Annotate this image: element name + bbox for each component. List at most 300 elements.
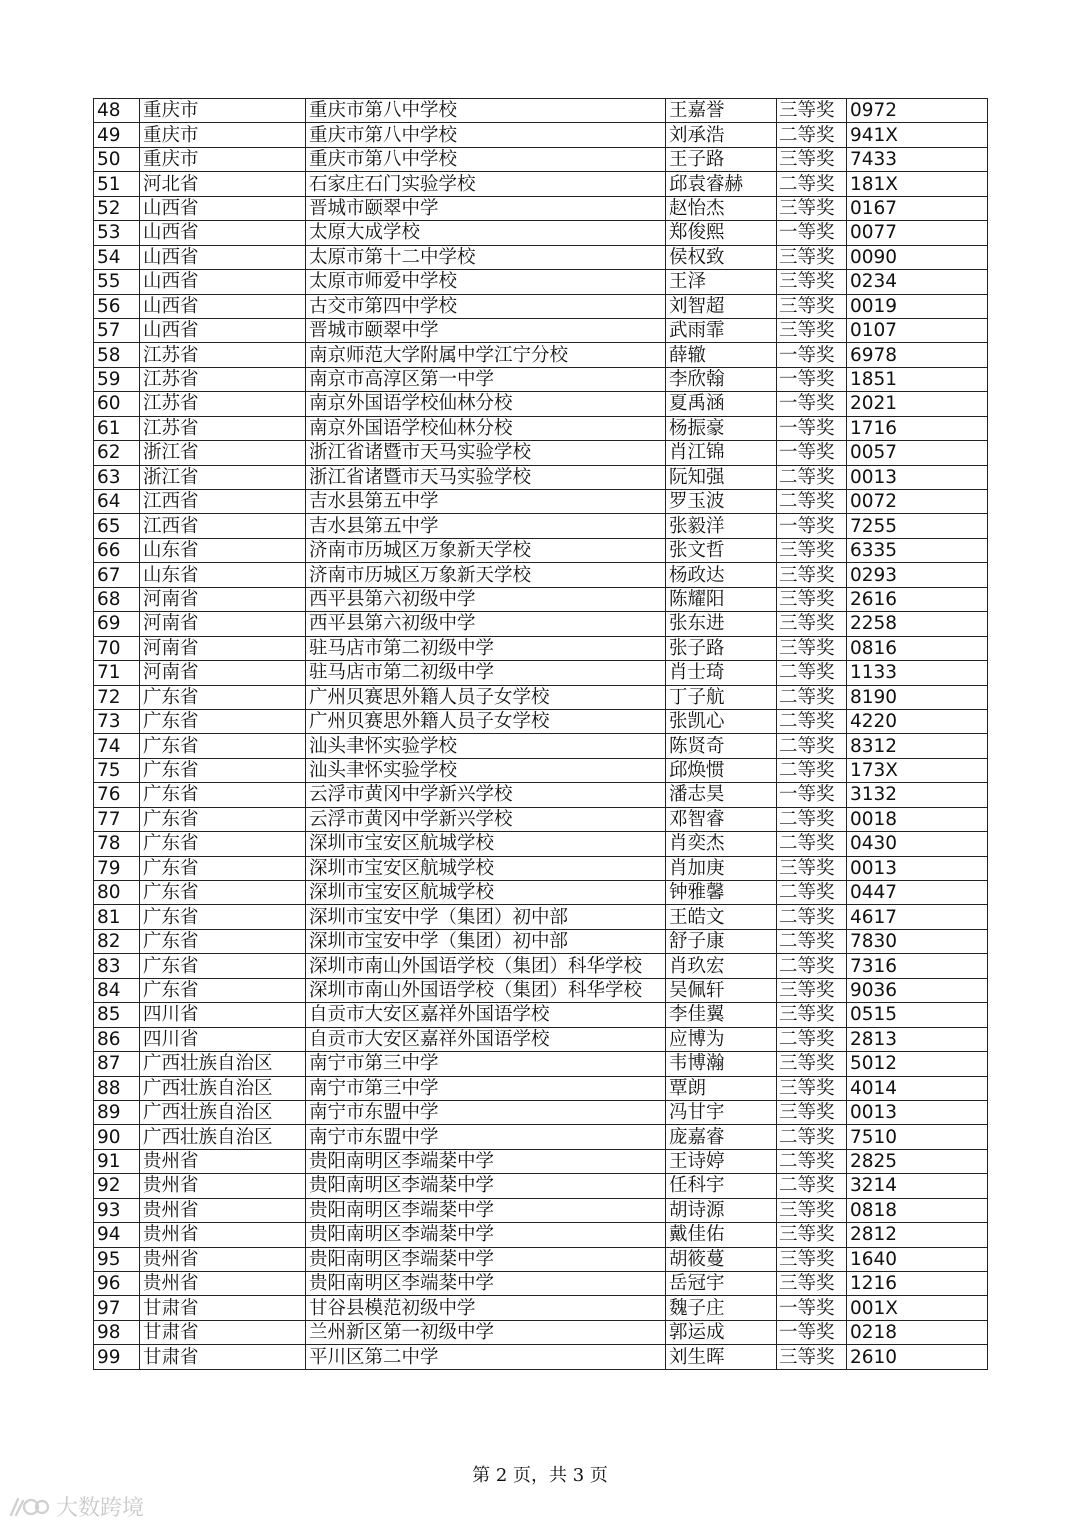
school-cell: 广州贝赛思外籍人员子女学校	[306, 685, 666, 709]
student-name-cell: 舒子康	[666, 929, 777, 953]
province-cell: 河南省	[140, 661, 306, 685]
school-cell: 云浮市黄冈中学新兴学校	[306, 783, 666, 807]
row-number-cell: 49	[94, 123, 140, 147]
school-cell: 重庆市第八中学校	[306, 147, 666, 171]
school-cell: 深圳市宝安区航城学校	[306, 881, 666, 905]
table-row	[94, 1223, 988, 1247]
id-suffix-cell: 0447	[847, 881, 988, 905]
province-cell: 广西壮族自治区	[140, 1100, 306, 1124]
student-name-cell: 肖奕杰	[666, 832, 777, 856]
school-cell: 汕头聿怀实验学校	[306, 758, 666, 782]
table-row	[94, 709, 988, 733]
award-level-cell: 一等奖	[777, 1296, 847, 1320]
row-number-cell: 65	[94, 514, 140, 538]
school-cell: 晋城市颐翠中学	[306, 196, 666, 220]
student-name-cell: 陈贤奇	[666, 734, 777, 758]
school-cell: 南京市高淳区第一中学	[306, 367, 666, 391]
id-suffix-cell: 1133	[847, 661, 988, 685]
province-cell: 广东省	[140, 905, 306, 929]
row-number-cell: 95	[94, 1247, 140, 1271]
award-level-cell: 二等奖	[777, 881, 847, 905]
school-cell: 贵阳南明区李端棻中学	[306, 1272, 666, 1296]
table-row	[94, 221, 988, 245]
row-number-cell: 82	[94, 929, 140, 953]
id-suffix-cell: 0818	[847, 1198, 988, 1222]
award-level-cell: 三等奖	[777, 1272, 847, 1296]
table-row	[94, 954, 988, 978]
student-name-cell: 肖玖宏	[666, 954, 777, 978]
school-cell: 广州贝赛思外籍人员子女学校	[306, 709, 666, 733]
table-row	[94, 1100, 988, 1124]
id-suffix-cell: 0515	[847, 1003, 988, 1027]
row-number-cell: 74	[94, 734, 140, 758]
province-cell: 甘肃省	[140, 1320, 306, 1344]
province-cell: 江苏省	[140, 392, 306, 416]
school-cell: 济南市历城区万象新天学校	[306, 538, 666, 562]
student-name-cell: 李欣翰	[666, 367, 777, 391]
table-row	[94, 465, 988, 489]
row-number-cell: 48	[94, 99, 140, 123]
id-suffix-cell: 4014	[847, 1076, 988, 1100]
school-cell: 自贡市大安区嘉祥外国语学校	[306, 1003, 666, 1027]
province-cell: 山东省	[140, 563, 306, 587]
row-number-cell: 52	[94, 196, 140, 220]
row-number-cell: 50	[94, 147, 140, 171]
table-row	[94, 685, 988, 709]
table-row	[94, 661, 988, 685]
school-cell: 南京外国语学校仙林分校	[306, 416, 666, 440]
province-cell: 贵州省	[140, 1174, 306, 1198]
id-suffix-cell: 7830	[847, 929, 988, 953]
table-row	[94, 734, 988, 758]
row-number-cell: 61	[94, 416, 140, 440]
student-name-cell: 王诗婷	[666, 1149, 777, 1173]
row-number-cell: 66	[94, 538, 140, 562]
award-level-cell: 一等奖	[777, 392, 847, 416]
province-cell: 山西省	[140, 245, 306, 269]
row-number-cell: 85	[94, 1003, 140, 1027]
table-row	[94, 196, 988, 220]
id-suffix-cell: 0077	[847, 221, 988, 245]
province-cell: 广东省	[140, 709, 306, 733]
row-number-cell: 71	[94, 661, 140, 685]
row-number-cell: 96	[94, 1272, 140, 1296]
id-suffix-cell: 0107	[847, 318, 988, 342]
id-suffix-cell: 4617	[847, 905, 988, 929]
school-cell: 吉水县第五中学	[306, 490, 666, 514]
school-cell: 南宁市第三中学	[306, 1052, 666, 1076]
student-name-cell: 冯甘宇	[666, 1100, 777, 1124]
student-name-cell: 戴佳佑	[666, 1223, 777, 1247]
table-row	[94, 99, 988, 123]
province-cell: 四川省	[140, 1027, 306, 1051]
province-cell: 山东省	[140, 538, 306, 562]
school-cell: 太原大成学校	[306, 221, 666, 245]
province-cell: 甘肃省	[140, 1296, 306, 1320]
table-row	[94, 1125, 988, 1149]
table-row	[94, 343, 988, 367]
id-suffix-cell: 941X	[847, 123, 988, 147]
school-cell: 自贡市大安区嘉祥外国语学校	[306, 1027, 666, 1051]
id-suffix-cell: 2258	[847, 612, 988, 636]
id-suffix-cell: 0057	[847, 441, 988, 465]
id-suffix-cell: 6335	[847, 538, 988, 562]
table-row	[94, 1247, 988, 1271]
row-number-cell: 58	[94, 343, 140, 367]
id-suffix-cell: 0013	[847, 1100, 988, 1124]
row-number-cell: 75	[94, 758, 140, 782]
id-suffix-cell: 2021	[847, 392, 988, 416]
school-cell: 石家庄石门实验学校	[306, 172, 666, 196]
page-footer	[0, 1461, 1080, 1487]
table-row	[94, 636, 988, 660]
award-level-cell: 一等奖	[777, 221, 847, 245]
id-suffix-cell: 0218	[847, 1320, 988, 1344]
school-cell: 深圳市南山外国语学校（集团）科华学校	[306, 978, 666, 1002]
table-row	[94, 612, 988, 636]
student-name-cell: 庞嘉睿	[666, 1125, 777, 1149]
award-level-cell: 三等奖	[777, 978, 847, 1002]
id-suffix-cell: 8190	[847, 685, 988, 709]
student-name-cell: 夏禹涵	[666, 392, 777, 416]
table-row	[94, 1174, 988, 1198]
school-cell: 贵阳南明区李端棻中学	[306, 1174, 666, 1198]
province-cell: 广东省	[140, 734, 306, 758]
school-cell: 贵阳南明区李端棻中学	[306, 1149, 666, 1173]
school-cell: 南宁市第三中学	[306, 1076, 666, 1100]
province-cell: 山西省	[140, 270, 306, 294]
row-number-cell: 67	[94, 563, 140, 587]
row-number-cell: 99	[94, 1345, 140, 1369]
student-name-cell: 郭运成	[666, 1320, 777, 1344]
table-row	[94, 1076, 988, 1100]
table-row	[94, 881, 988, 905]
awards-table	[93, 98, 988, 1370]
award-level-cell: 二等奖	[777, 490, 847, 514]
row-number-cell: 56	[94, 294, 140, 318]
table-row	[94, 441, 988, 465]
student-name-cell: 魏子庄	[666, 1296, 777, 1320]
table-row	[94, 123, 988, 147]
school-cell: 晋城市颐翠中学	[306, 318, 666, 342]
province-cell: 浙江省	[140, 441, 306, 465]
province-cell: 甘肃省	[140, 1345, 306, 1369]
table-row	[94, 147, 988, 171]
award-level-cell: 三等奖	[777, 245, 847, 269]
award-level-cell: 一等奖	[777, 343, 847, 367]
province-cell: 江苏省	[140, 343, 306, 367]
id-suffix-cell: 181X	[847, 172, 988, 196]
province-cell: 浙江省	[140, 465, 306, 489]
school-cell: 深圳市宝安中学（集团）初中部	[306, 905, 666, 929]
school-cell: 甘谷县模范初级中学	[306, 1296, 666, 1320]
row-number-cell: 62	[94, 441, 140, 465]
school-cell: 贵阳南明区李端棻中学	[306, 1198, 666, 1222]
student-name-cell: 杨政达	[666, 563, 777, 587]
row-number-cell: 86	[94, 1027, 140, 1051]
student-name-cell: 张文哲	[666, 538, 777, 562]
id-suffix-cell: 8312	[847, 734, 988, 758]
award-level-cell: 二等奖	[777, 661, 847, 685]
school-cell: 云浮市黄冈中学新兴学校	[306, 807, 666, 831]
province-cell: 河南省	[140, 587, 306, 611]
id-suffix-cell: 5012	[847, 1052, 988, 1076]
table-row	[94, 1320, 988, 1344]
province-cell: 河南省	[140, 612, 306, 636]
awards-table-body	[94, 99, 988, 1370]
id-suffix-cell: 6978	[847, 343, 988, 367]
school-cell: 西平县第六初级中学	[306, 612, 666, 636]
id-suffix-cell: 0234	[847, 270, 988, 294]
row-number-cell: 88	[94, 1076, 140, 1100]
award-level-cell: 二等奖	[777, 1174, 847, 1198]
award-level-cell: 二等奖	[777, 807, 847, 831]
student-name-cell: 肖江锦	[666, 441, 777, 465]
row-number-cell: 92	[94, 1174, 140, 1198]
award-level-cell: 二等奖	[777, 954, 847, 978]
row-number-cell: 69	[94, 612, 140, 636]
table-row	[94, 1345, 988, 1369]
award-level-cell: 三等奖	[777, 318, 847, 342]
award-level-cell: 三等奖	[777, 196, 847, 220]
student-name-cell: 刘生晖	[666, 1345, 777, 1369]
watermark	[8, 1491, 144, 1522]
province-cell: 贵州省	[140, 1198, 306, 1222]
student-name-cell: 武雨霏	[666, 318, 777, 342]
table-row	[94, 245, 988, 269]
award-level-cell: 一等奖	[777, 367, 847, 391]
province-cell: 贵州省	[140, 1272, 306, 1296]
award-level-cell: 三等奖	[777, 1345, 847, 1369]
id-suffix-cell: 7433	[847, 147, 988, 171]
id-suffix-cell: 7510	[847, 1125, 988, 1149]
school-cell: 贵阳南明区李端棻中学	[306, 1247, 666, 1271]
province-cell: 重庆市	[140, 123, 306, 147]
table-row	[94, 1296, 988, 1320]
province-cell: 河北省	[140, 172, 306, 196]
province-cell: 广东省	[140, 758, 306, 782]
student-name-cell: 岳冠宇	[666, 1272, 777, 1296]
row-number-cell: 80	[94, 881, 140, 905]
award-level-cell: 三等奖	[777, 1223, 847, 1247]
award-level-cell: 一等奖	[777, 514, 847, 538]
school-cell: 贵阳南明区李端棻中学	[306, 1223, 666, 1247]
row-number-cell: 60	[94, 392, 140, 416]
award-level-cell: 二等奖	[777, 685, 847, 709]
award-level-cell: 一等奖	[777, 441, 847, 465]
award-level-cell: 三等奖	[777, 147, 847, 171]
row-number-cell: 53	[94, 221, 140, 245]
table-row	[94, 758, 988, 782]
id-suffix-cell: 3214	[847, 1174, 988, 1198]
student-name-cell: 陈耀阳	[666, 587, 777, 611]
student-name-cell: 丁子航	[666, 685, 777, 709]
id-suffix-cell: 0293	[847, 563, 988, 587]
student-name-cell: 张凯心	[666, 709, 777, 733]
table-row	[94, 832, 988, 856]
id-suffix-cell: 0013	[847, 856, 988, 880]
row-number-cell: 89	[94, 1100, 140, 1124]
award-level-cell: 三等奖	[777, 1247, 847, 1271]
student-name-cell: 肖士琦	[666, 661, 777, 685]
table-row	[94, 856, 988, 880]
award-level-cell: 二等奖	[777, 465, 847, 489]
student-name-cell: 邓智睿	[666, 807, 777, 831]
row-number-cell: 64	[94, 490, 140, 514]
table-row	[94, 1272, 988, 1296]
row-number-cell: 51	[94, 172, 140, 196]
province-cell: 广西壮族自治区	[140, 1052, 306, 1076]
id-suffix-cell: 7255	[847, 514, 988, 538]
id-suffix-cell: 2813	[847, 1027, 988, 1051]
school-cell: 浙江省诸暨市天马实验学校	[306, 441, 666, 465]
student-name-cell: 张东进	[666, 612, 777, 636]
row-number-cell: 70	[94, 636, 140, 660]
award-level-cell: 一等奖	[777, 783, 847, 807]
student-name-cell: 刘智超	[666, 294, 777, 318]
province-cell: 山西省	[140, 318, 306, 342]
award-level-cell: 三等奖	[777, 563, 847, 587]
student-name-cell: 王嘉誉	[666, 99, 777, 123]
province-cell: 广西壮族自治区	[140, 1076, 306, 1100]
award-level-cell: 三等奖	[777, 294, 847, 318]
row-number-cell: 94	[94, 1223, 140, 1247]
province-cell: 江西省	[140, 514, 306, 538]
id-suffix-cell: 173X	[847, 758, 988, 782]
id-suffix-cell: 3132	[847, 783, 988, 807]
school-cell: 平川区第二中学	[306, 1345, 666, 1369]
award-level-cell: 二等奖	[777, 832, 847, 856]
student-name-cell: 刘承浩	[666, 123, 777, 147]
id-suffix-cell: 0090	[847, 245, 988, 269]
award-level-cell: 二等奖	[777, 1125, 847, 1149]
table-row	[94, 367, 988, 391]
row-number-cell: 57	[94, 318, 140, 342]
province-cell: 广东省	[140, 807, 306, 831]
id-suffix-cell: 2610	[847, 1345, 988, 1369]
table-row	[94, 929, 988, 953]
table-row	[94, 783, 988, 807]
student-name-cell: 邱焕惯	[666, 758, 777, 782]
award-level-cell: 三等奖	[777, 612, 847, 636]
province-cell: 广东省	[140, 881, 306, 905]
row-number-cell: 93	[94, 1198, 140, 1222]
award-level-cell: 三等奖	[777, 856, 847, 880]
school-cell: 南宁市东盟中学	[306, 1125, 666, 1149]
id-suffix-cell: 4220	[847, 709, 988, 733]
row-number-cell: 72	[94, 685, 140, 709]
student-name-cell: 任科宇	[666, 1174, 777, 1198]
school-cell: 深圳市南山外国语学校（集团）科华学校	[306, 954, 666, 978]
table-row	[94, 318, 988, 342]
row-number-cell: 78	[94, 832, 140, 856]
student-name-cell: 赵怡杰	[666, 196, 777, 220]
student-name-cell: 张毅洋	[666, 514, 777, 538]
id-suffix-cell: 2616	[847, 587, 988, 611]
id-suffix-cell: 1716	[847, 416, 988, 440]
province-cell: 重庆市	[140, 147, 306, 171]
watermark-text: 大数跨境	[56, 1496, 145, 1521]
id-suffix-cell: 1216	[847, 1272, 988, 1296]
student-name-cell: 王子路	[666, 147, 777, 171]
student-name-cell: 侯权致	[666, 245, 777, 269]
table-row	[94, 1149, 988, 1173]
award-level-cell: 二等奖	[777, 172, 847, 196]
province-cell: 山西省	[140, 196, 306, 220]
award-level-cell: 二等奖	[777, 734, 847, 758]
row-number-cell: 59	[94, 367, 140, 391]
student-name-cell: 胡筱蔓	[666, 1247, 777, 1271]
student-name-cell: 王泽	[666, 270, 777, 294]
province-cell: 广东省	[140, 685, 306, 709]
student-name-cell: 王皓文	[666, 905, 777, 929]
award-level-cell: 三等奖	[777, 99, 847, 123]
row-number-cell: 83	[94, 954, 140, 978]
row-number-cell: 68	[94, 587, 140, 611]
student-name-cell: 罗玉波	[666, 490, 777, 514]
school-cell: 太原市第十二中学校	[306, 245, 666, 269]
row-number-cell: 91	[94, 1149, 140, 1173]
award-level-cell: 一等奖	[777, 1320, 847, 1344]
award-level-cell: 二等奖	[777, 758, 847, 782]
award-level-cell: 三等奖	[777, 270, 847, 294]
id-suffix-cell: 9036	[847, 978, 988, 1002]
row-number-cell: 55	[94, 270, 140, 294]
row-number-cell: 97	[94, 1296, 140, 1320]
table-row	[94, 563, 988, 587]
brand-logo-icon	[8, 1495, 50, 1519]
award-level-cell: 三等奖	[777, 1003, 847, 1027]
school-cell: 汕头聿怀实验学校	[306, 734, 666, 758]
student-name-cell: 钟雅馨	[666, 881, 777, 905]
student-name-cell: 吴佩轩	[666, 978, 777, 1002]
province-cell: 广东省	[140, 832, 306, 856]
student-name-cell: 杨振豪	[666, 416, 777, 440]
school-cell: 重庆市第八中学校	[306, 123, 666, 147]
award-level-cell: 三等奖	[777, 1198, 847, 1222]
table-row	[94, 1198, 988, 1222]
row-number-cell: 87	[94, 1052, 140, 1076]
school-cell: 深圳市宝安区航城学校	[306, 856, 666, 880]
award-level-cell: 二等奖	[777, 709, 847, 733]
id-suffix-cell: 0019	[847, 294, 988, 318]
school-cell: 济南市历城区万象新天学校	[306, 563, 666, 587]
province-cell: 广东省	[140, 783, 306, 807]
row-number-cell: 90	[94, 1125, 140, 1149]
award-level-cell: 三等奖	[777, 1052, 847, 1076]
id-suffix-cell: 0430	[847, 832, 988, 856]
student-name-cell: 薛辙	[666, 343, 777, 367]
id-suffix-cell: 2825	[847, 1149, 988, 1173]
province-cell: 山西省	[140, 221, 306, 245]
award-level-cell: 三等奖	[777, 1076, 847, 1100]
school-cell: 太原市师爱中学校	[306, 270, 666, 294]
province-cell: 广西壮族自治区	[140, 1125, 306, 1149]
province-cell: 四川省	[140, 1003, 306, 1027]
id-suffix-cell: 0018	[847, 807, 988, 831]
row-number-cell: 79	[94, 856, 140, 880]
table-row	[94, 1003, 988, 1027]
award-level-cell: 一等奖	[777, 416, 847, 440]
school-cell: 深圳市宝安区航城学校	[306, 832, 666, 856]
award-level-cell: 三等奖	[777, 1100, 847, 1124]
province-cell: 重庆市	[140, 99, 306, 123]
id-suffix-cell: 1640	[847, 1247, 988, 1271]
school-cell: 深圳市宝安中学（集团）初中部	[306, 929, 666, 953]
id-suffix-cell: 2812	[847, 1223, 988, 1247]
award-level-cell: 二等奖	[777, 1027, 847, 1051]
row-number-cell: 98	[94, 1320, 140, 1344]
